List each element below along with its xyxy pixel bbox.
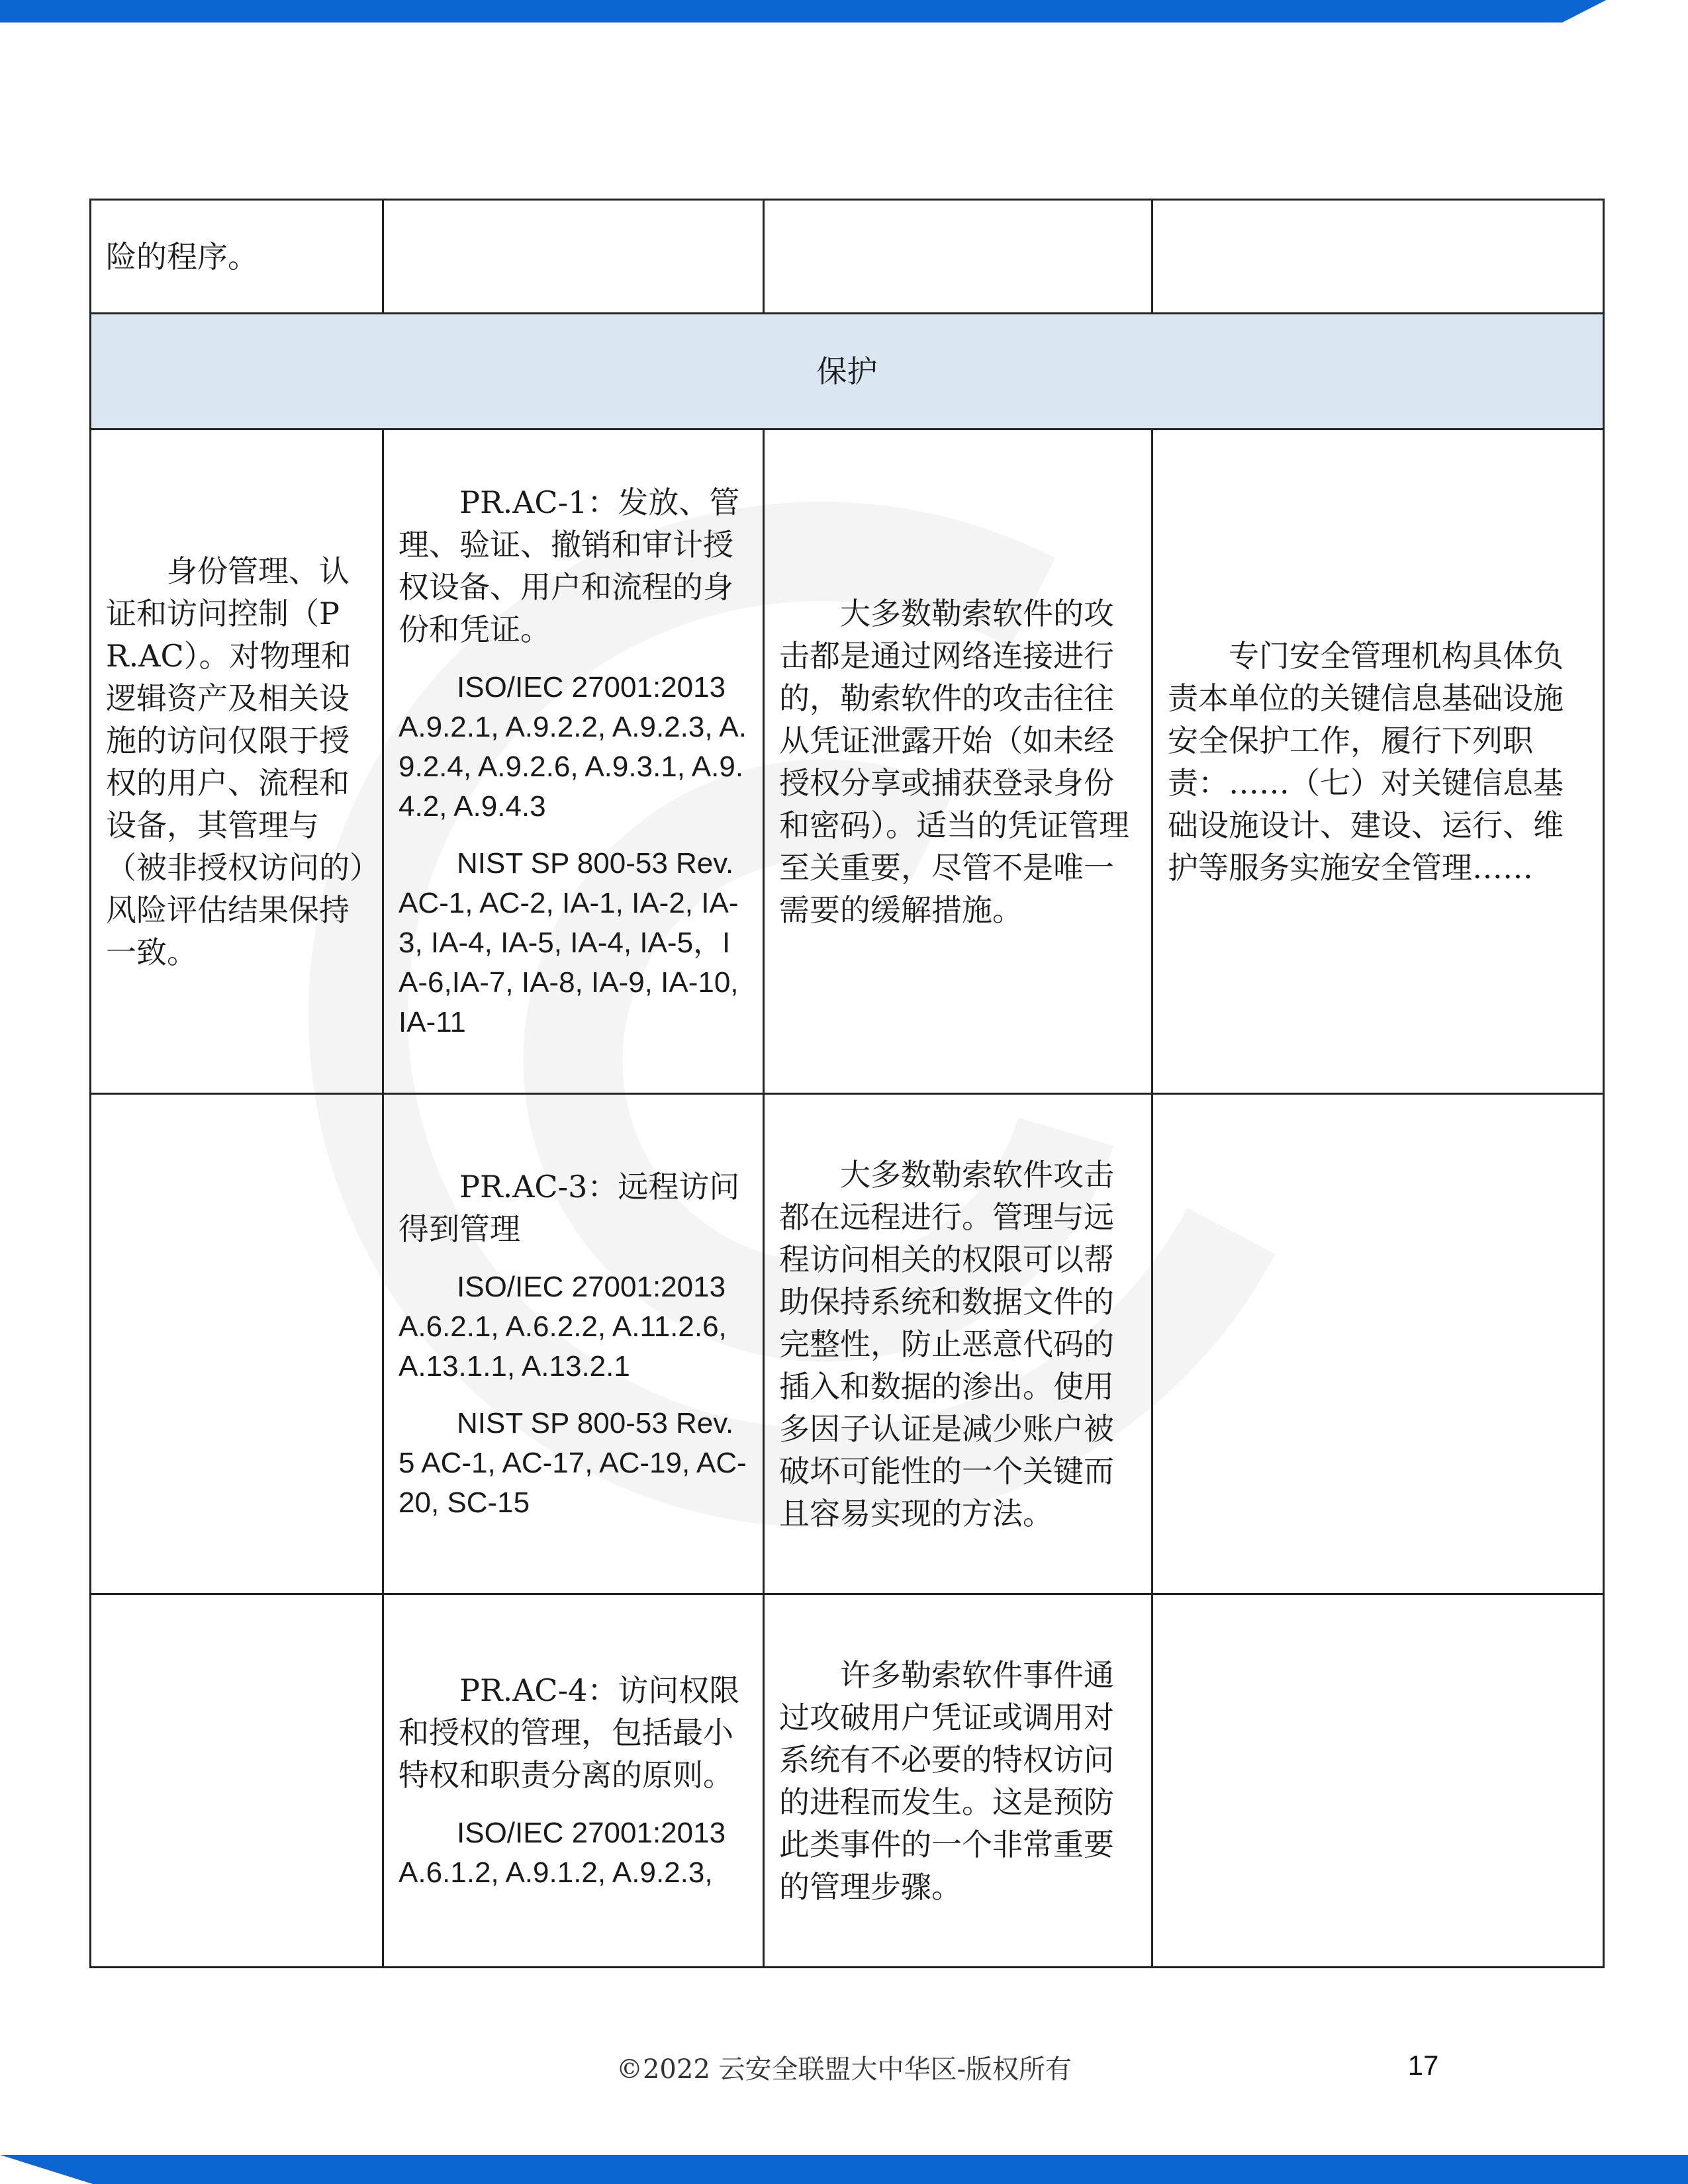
ransomware-application-text: 许多勒索软件事件通过攻破用户凭证或调用对系统有不必要的特权访问的进程而发生。这是预防此类事件的一个非常重要的管理步骤。 — [779, 1657, 1114, 1905]
page-number: 17 — [1407, 2050, 1439, 2081]
table-row — [91, 430, 1604, 1094]
regulation-text: 专门安全管理机构具体负责本单位的关键信息基础设施安全保护工作，履行下列职责：……（七）对关键信息基础设施设计、建设、运行、维护等服务实施安全管理…… — [1168, 637, 1564, 886]
iso-reference: ISO/IEC 27001:2013 A.6.2.1, A.6.2.2, A.11.2.6, A.13.1.1, A.13.2.1 — [399, 1270, 727, 1383]
empty-cell — [1152, 200, 1604, 314]
continued-row — [91, 200, 1604, 314]
subcategory-cell — [383, 1094, 764, 1594]
section-header-protect: 保护 — [91, 314, 1604, 430]
table-row — [91, 1094, 1604, 1594]
empty-cell — [91, 1094, 383, 1594]
empty-cell — [764, 200, 1152, 314]
subcategory-text: PR.AC-3：远程访问得到管理 — [399, 1168, 740, 1247]
cell-continued-text — [91, 200, 383, 314]
empty-cell — [1152, 1594, 1604, 1968]
empty-cell — [1152, 1094, 1604, 1594]
iso-reference: ISO/IEC 27001:2013 A.9.2.1, A.9.2.2, A.9.2.3, A.9.2.4, A.9.2.6, A.9.3.1, A.9.4.2, A.9.4.3 — [399, 670, 747, 823]
ransomware-application-cell — [764, 430, 1152, 1094]
ransomware-application-text: 大多数勒索软件的攻击都是通过网络连接进行的，勒索软件的攻击往往从凭证泄露开始（如未经授权分享或捕获登录身份和密码）。适当的凭证管理至关重要，尽管不是唯一需要的缓解措施。 — [779, 595, 1129, 928]
footer-copyright: ©2022 云安全联盟大中华区-版权所有 — [616, 2054, 1072, 2085]
ransomware-application-cell — [764, 1594, 1152, 1968]
empty-cell — [91, 1594, 383, 1968]
subcategory-cell — [383, 430, 764, 1094]
category-description: 身份管理、认证和访问控制（PR.AC）。对物理和逻辑资产及相关设施的访问仅限于授权的用户、流程和设备，其管理与（被非授权访问的）风险评估结果保持一致。 — [106, 553, 365, 970]
nist-reference: NIST SP 800-53 Rev.5 AC-1, AC-17, AC-19, AC-20, SC-15 — [399, 1406, 747, 1519]
ransomware-application-cell — [764, 1094, 1152, 1594]
section-header-row — [91, 314, 1604, 430]
subcategory-cell — [383, 1594, 764, 1968]
empty-cell — [383, 200, 764, 314]
table-row — [91, 1594, 1604, 1968]
bottom-brand-band — [0, 2155, 1688, 2184]
top-brand-band — [0, 0, 1688, 23]
nist-reference: NIST SP 800-53 Rev. AC-1, AC-2, IA-1, IA-2, IA-3, IA-4, IA-5, IA-4, IA-5，IA-6,IA-7, IA-8, IA-9, IA-10, IA-11 — [399, 846, 739, 1038]
framework-mapping-table — [89, 199, 1605, 1968]
regulation-cell — [1152, 430, 1604, 1094]
continued-text: 险的程序。 — [106, 238, 258, 275]
subcategory-text: PR.AC-1：发放、管理、验证、撤销和审计授权设备、用户和流程的身份和凭证。 — [399, 484, 740, 647]
iso-reference: ISO/IEC 27001:2013 A.6.1.2, A.9.1.2, A.9.2.3, — [399, 1816, 726, 1889]
category-cell — [91, 430, 383, 1094]
ransomware-application-text: 大多数勒索软件攻击都在远程进行。管理与远程访问相关的权限可以帮助保持系统和数据文件的完整性，防止恶意代码的插入和数据的渗出。使用多因子认证是减少账户被破坏可能性的一个关键而且容易实现的方法。 — [779, 1156, 1114, 1531]
subcategory-text: PR.AC-4：访问权限和授权的管理，包括最小特权和职责分离的原则。 — [399, 1672, 740, 1793]
